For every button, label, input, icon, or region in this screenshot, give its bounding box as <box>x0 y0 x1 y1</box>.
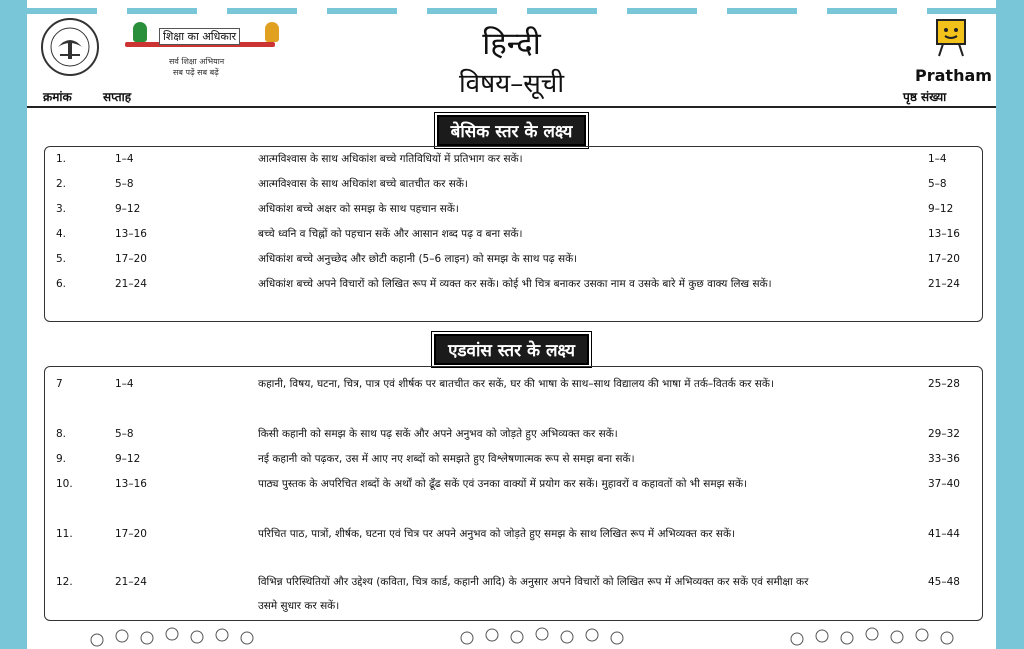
page <box>27 0 996 649</box>
row-week: 13–16 <box>115 478 147 490</box>
row-goal: अधिकांश बच्चे अपने विचारों को लिखित रूप में व्यक्त कर सकें। कोई भी चित्र बनाकर उसका नाम व उसके बारे में कुछ वाक्य लिख सकें। <box>258 278 772 290</box>
section-title-basic: बेसिक स्तर के लक्ष्य <box>27 115 996 146</box>
row-week: 1–4 <box>115 153 134 165</box>
row-number: 5. <box>56 253 67 265</box>
children-doodle-illustration <box>27 622 996 649</box>
page-title: हिन्दी <box>482 26 541 62</box>
left-border-strip <box>0 0 27 649</box>
row-goal: विभिन्न परिस्थितियों और उद्देश्य (कविता, चित्र कार्ड, कहानी आदि) के अनुसार अपने विचारों को लिखित रूप में अभिव्यक्त कर सकें एवं समीक्षा कर उसमे सुधार कर सकें। <box>258 576 809 612</box>
row-pages: 41–44 <box>928 528 960 540</box>
row-pages: 13–16 <box>928 228 960 240</box>
row-pages: 25–28 <box>928 378 960 390</box>
row-number: 4. <box>56 228 67 240</box>
row-goal: आत्मविश्वास के साथ अधिकांश बच्चे बातचीत कर सकें। <box>258 178 468 190</box>
ssa-tagline: सब पढ़ें सब बढ़ें <box>173 68 219 77</box>
ssa-subtitle: सर्व शिक्षा अभियान <box>169 57 225 66</box>
section-title-advanced: एडवांस स्तर के लक्ष्य <box>27 334 996 365</box>
row-goal: कहानी, विषय, घटना, चित्र, पात्र एवं शीर्षक पर बातचीत कर सकें, घर की भाषा के साथ–साथ विद्यालय की भाषा में तर्क–वितर्क कर सकें। <box>258 378 774 390</box>
row-week: 17–20 <box>115 528 147 540</box>
row-number: 6. <box>56 278 67 290</box>
ssa-title: शिक्षा का अधिकार <box>159 28 240 45</box>
row-week: 1–4 <box>115 378 134 390</box>
header-divider <box>27 106 996 108</box>
row-week: 9–12 <box>115 453 141 465</box>
right-border-strip <box>996 0 1024 649</box>
row-week: 21–24 <box>115 576 147 588</box>
row-pages: 1–4 <box>928 153 947 165</box>
row-goal: आत्मविश्वास के साथ अधिकांश बच्चे गतिविधियों में प्रतिभाग कर सकें। <box>258 153 523 165</box>
row-week: 9–12 <box>115 203 141 215</box>
row-pages: 21–24 <box>928 278 960 290</box>
row-week: 5–8 <box>115 178 134 190</box>
row-goal: नई कहानी को पढ़कर, उस में आए नए शब्दों को समझते हुए विश्लेषणात्मक रूप से समझ बना सकें। <box>258 453 635 465</box>
row-pages: 5–8 <box>928 178 947 190</box>
serial-column-header: क्रमांक <box>43 90 72 104</box>
row-goal: किसी कहानी को समझ के साथ पढ़ सकें और अपने अनुभव को जोड़ते हुए अभिव्यक्त कर सकें। <box>258 428 618 440</box>
row-goal: पाठ्य पुस्तक के अपरिचित शब्दों के अर्थों को ढूँढ सकें एवं उनका वाक्यों में प्रयोग कर सकें। मुहावरों व कहावतों को भी समझ सकें। <box>258 478 748 490</box>
row-number: 3. <box>56 203 67 215</box>
row-pages: 33–36 <box>928 453 960 465</box>
row-goal: परिचित पाठ, पात्रों, शीर्षक, घटना एवं चित्र पर अपने अनुभव को जोड़ते हुए समझ के साथ लिखित रूप में अभिव्यक्त कर सकें। <box>258 528 736 540</box>
row-week: 5–8 <box>115 428 134 440</box>
pages-column-header: पृष्ठ संख्या <box>903 90 947 104</box>
pratham-brand: Pratham <box>915 66 992 85</box>
row-week: 13–16 <box>115 228 147 240</box>
page-subtitle: विषय–सूची <box>458 69 565 99</box>
row-week: 17–20 <box>115 253 147 265</box>
row-number: 8. <box>56 428 67 440</box>
row-week: 21–24 <box>115 278 147 290</box>
row-number: 10. <box>56 478 73 490</box>
row-goal: अधिकांश बच्चे अक्षर को समझ के साथ पहचान सकें। <box>258 203 459 215</box>
row-pages: 37–40 <box>928 478 960 490</box>
row-number: 11. <box>56 528 73 540</box>
row-pages: 9–12 <box>928 203 954 215</box>
advanced-goals-box <box>44 366 983 621</box>
basic-goals-box <box>44 146 983 322</box>
row-pages: 45–48 <box>928 576 960 588</box>
week-column-header: सप्ताह <box>103 90 132 104</box>
row-pages: 17–20 <box>928 253 960 265</box>
row-number: 7 <box>56 378 63 390</box>
pratham-logo-icon <box>935 18 967 58</box>
row-number: 12. <box>56 576 73 588</box>
row-goal: अधिकांश बच्चे अनुच्छेद और छोटी कहानी (5–6 लाइन) को समझ के साथ पढ़ सकें। <box>258 253 578 265</box>
row-pages: 29–32 <box>928 428 960 440</box>
row-number: 1. <box>56 153 67 165</box>
row-number: 2. <box>56 178 67 190</box>
row-goal: बच्चे ध्वनि व चिह्नों को पहचान सकें और आसान शब्द पढ़ व बना सकें। <box>258 228 523 240</box>
row-number: 9. <box>56 453 67 465</box>
